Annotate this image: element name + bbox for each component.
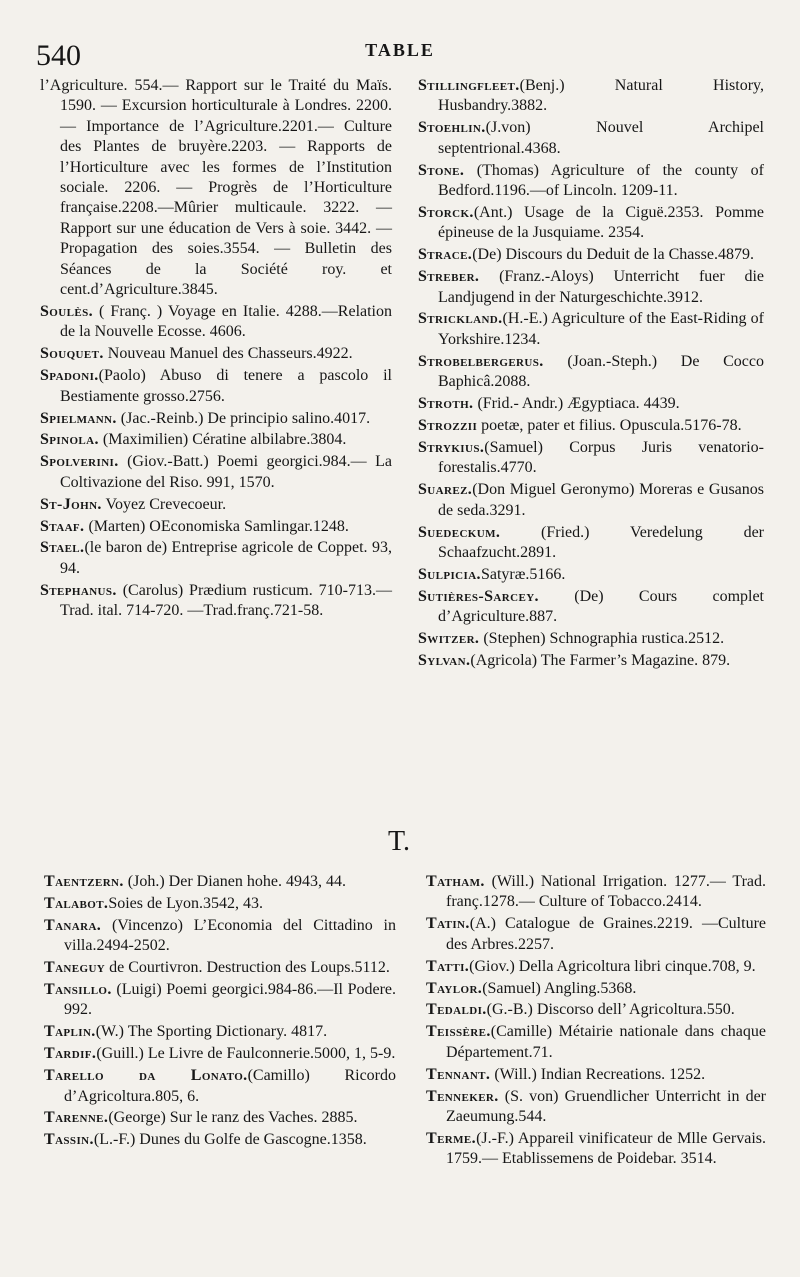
entry-text: (Don Miguel Geronymo) Moreras e Gusanos de seda.3291. [438,481,764,519]
entry-text: l’Agriculture. 554.— Rapport sur le Traité du Maïs. 1590. — Excursion horticulturale à Londres. 2200. — Importance de l’Agriculture.2201.— Culture des Plantes de bruyère.2203. — Rapports de l’Horticulture avec les formes de l’Institution sociale. 2206. — Progrès de l’Horticulture française.2208.—Mûrier multicaule. 3222. — Rapport sur une éducation de Vers à soie. 3442. — Propagation des soies.3554. — Bulletin des Séances de la Société roy. et cent.d’Agriculture.3845. [40,77,392,299]
entry-surname: Taylor. [426,979,483,997]
entry-text: (W.) The Sporting Dictionary. 4817. [95,1023,328,1041]
index-entry [44,1022,396,1042]
entry-surname: Tarenne. [44,1109,109,1127]
index-entry [40,495,392,515]
index-entry [426,1129,766,1170]
entry-surname: Suedeckum. [418,523,501,541]
entry-surname: Switzer. [418,630,480,648]
index-entry [40,517,392,537]
entry-text: Voyez Crevecoeur. [101,495,227,513]
entry-surname: Tatin. [426,915,470,933]
entry-text: (Frid.- Andr.) Ægyptiaca. 4439. [473,395,680,413]
index-entry [40,581,392,622]
entry-text: (Luigi) Poemi georgici.984-86.—Il Podere. 992. [64,981,396,1019]
entry-surname: Spielmann. [40,409,117,427]
entry-surname: Strykius. [418,438,485,456]
entry-text: (Agricola) The Farmer’s Magazine. 879. [470,651,731,669]
entry-surname: Tennant. [426,1065,491,1083]
entry-surname: Teissère. [426,1023,491,1041]
entry-surname: Taplin. [44,1023,96,1041]
entry-surname: Tatham. [426,873,485,890]
index-entry [418,651,764,671]
index-entry [426,872,766,913]
entry-text: (Joan.-Steph.) De Cocco Baphicâ.2088. [438,352,764,391]
entry-surname: Sutières-Sarcey. [418,587,539,605]
entry-text: (Stephen) Schnographia rustica.2512. [479,630,725,648]
entry-surname: Tansillo. [44,981,112,999]
entry-text: (J.von) Nouvel Archipel septentrional.4368. [438,119,764,157]
index-entry [426,979,766,999]
entry-surname: Spolverini. [40,453,119,471]
index-entry [418,161,764,202]
entry-surname: Sylvan. [418,651,471,669]
entry-text: (Will.) Indian Recreations. 1252. [490,1065,706,1083]
entry-text: (Fried.) Veredelung der Schaafzucht.2891. [438,523,764,561]
entry-text: (De) Cours complet d’Agriculture.887. [438,587,764,626]
section-letter: T. [388,826,411,857]
entry-surname: Spadoni. [40,367,99,385]
entry-text: (Franz.-Aloys) Unterricht fuer die Landjugend in der Naturgeschichte.3912. [438,268,764,306]
entry-surname: Terme. [426,1129,477,1147]
entry-text: ( Franç. ) Voyage en Italie. 4288.—Relation de la Nouvelle Ecosse. 4606. [60,302,392,341]
index-entry [40,344,392,364]
entry-text: poetæ, pater et filius. Opuscula.5176-78. [477,417,742,434]
entry-surname: Taentzern. [44,873,124,890]
entry-surname: Streber. [418,268,480,286]
entry-surname: Talabot. [44,894,109,912]
column-left-bottom [44,872,396,1152]
index-entry [44,1066,396,1107]
index-entry [40,302,392,343]
index-entry [40,366,392,407]
entry-text: de Courtivron. Destruction des Loups.5112. [105,959,390,977]
entry-text: (Vincenzo) L’Economia del Cittadino in villa.2494-2502. [64,916,396,955]
entry-surname: Strobelbergerus. [418,352,544,370]
entry-text: (Jac.-Reinb.) De principio salino.4017. [116,409,371,427]
entry-surname: Taneguy [44,959,106,977]
entry-text: (Maximilien) Cératine albilabre.3804. [98,431,347,449]
entry-surname: Soulès. [40,302,93,320]
entry-text: Nouveau Manuel des Chasseurs.4922. [103,345,353,363]
entry-surname: Tenneker. [426,1087,499,1105]
entry-text: (G.-B.) Discorso dell’ Agricoltura.550. [486,1001,735,1019]
entry-text: (le baron de) Entreprise agricole de Coppet. 93, 94. [60,539,392,577]
running-title: TABLE [365,40,435,60]
entry-surname: Strace. [418,246,473,264]
entry-text: (De) Discours du Deduit de la Chasse.4879. [472,246,754,264]
index-entry [418,629,764,649]
entry-surname: Souquet. [40,345,104,363]
entry-text: (Will.) National Irrigation. 1277.— Trad. franç.1278.— Culture of Tobacco.2414. [446,873,766,911]
entry-text: Satyræ.5166. [480,565,566,583]
entry-surname: Strickland. [418,310,503,328]
index-entry [418,394,764,414]
index-entry [426,957,766,977]
entry-surname: Storck. [418,203,474,221]
index-entry [426,1065,766,1085]
index-entry [426,1000,766,1020]
entry-surname: Tedaldi. [426,1001,487,1019]
index-entry [418,118,764,159]
entry-surname: Stoehlin. [418,119,486,137]
entry-text: (A.) Catalogue de Graines.2219. —Culture des Arbres.2257. [446,915,766,953]
entry-text: (Joh.) Der Dianen hohe. 4943, 44. [123,873,346,890]
entry-text: (Camille) Métairie nationale dans chaque Département.71. [446,1023,766,1061]
index-entry [44,1044,396,1064]
index-entry [44,1108,396,1128]
entry-surname: Stillingfleet. [418,77,520,94]
index-entry [40,76,392,300]
entry-surname: Tassin. [44,1131,94,1149]
column-right-top [418,76,764,673]
entry-surname: Stone. [418,161,465,179]
index-entry [418,587,764,628]
entry-text: (H.-E.) Agriculture of the East-Riding of Yorkshire.1234. [438,310,764,348]
index-entry [418,438,764,479]
entry-surname: Staaf. [40,517,85,535]
entry-surname: Tatti. [426,957,470,975]
entry-text: (Benj.) Natural History, Husbandry.3882. [438,77,764,115]
entry-surname: Tarello da Lonato. [44,1067,248,1085]
column-left-top [40,76,392,623]
index-entry [44,872,396,892]
entry-text: (Carolus) Prædium rusticum. 710-713.—Trad. ital. 714-720. —Trad.franç.721-58. [60,581,392,620]
entry-text: (Ant.) Usage de la Ciguë.2353. Pomme épineuse de la Jusquiame. 2354. [438,203,764,242]
index-entry [40,430,392,450]
index-entry [44,916,396,957]
index-entry [40,409,392,429]
index-entry [418,352,764,393]
entry-text: (S. von) Gruendlicher Unterricht in der Zaeumung.544. [446,1087,766,1125]
page-number: 540 [36,39,81,72]
index-entry [418,267,764,308]
index-entry [426,914,766,955]
entry-text: (J.-F.) Appareil vinificateur de Mlle Gervais. 1759.— Etablissemens de Poidebar. 3514. [446,1129,766,1168]
index-entry [426,1022,766,1063]
index-entry [426,1087,766,1128]
index-entry [44,980,396,1021]
index-entry [418,416,764,436]
index-entry [40,538,392,579]
entry-surname: Tanara. [44,916,102,934]
index-entry [44,1130,396,1150]
entry-text: (Camillo) Ricordo d’Agricoltura.805, 6. [64,1067,396,1105]
index-entry [418,523,764,564]
index-entry [418,203,764,244]
entry-text: (Samuel) Angling.5368. [482,979,637,997]
column-right-bottom [426,872,766,1171]
entry-text: (Paolo) Abuso di tenere a pascolo il Bestiamente grosso.2756. [60,367,392,405]
entry-text: Soies de Lyon.3542, 43. [108,894,263,912]
entry-text: (George) Sur le ranz des Vaches. 2885. [108,1109,358,1127]
page-header [36,36,764,76]
entry-surname: Sulpicia. [418,565,481,583]
entry-text: (L.-F.) Dunes du Golfe de Gascogne.1358. [93,1131,367,1149]
entry-surname: Stroth. [418,395,474,413]
entry-text: (Guill.) Le Livre de Faulconnerie.5000, 1, 5-9. [96,1045,396,1063]
entry-surname: Stael. [40,539,85,557]
entry-text: (Giov.) Della Agricoltura libri cinque.708, 9. [469,957,756,975]
index-entry [418,309,764,350]
index-entry [418,480,764,521]
entry-surname: Suarez. [418,481,473,499]
index-entry [40,452,392,493]
entry-surname: Stephanus. [40,581,117,599]
index-entry [418,245,764,265]
entry-surname: St-John. [40,495,102,513]
index-entry [44,958,396,978]
entry-text: (Samuel) Corpus Juris venatorio-forestalis.4770. [438,438,764,477]
index-entry [44,894,396,914]
entry-text: (Giov.-Batt.) Poemi georgici.984.— La Coltivazione del Riso. 991, 1570. [60,453,392,491]
entry-surname: Spinola. [40,431,99,449]
index-entry [418,76,764,117]
entry-surname: Strozzii [418,417,478,434]
entry-text: (Marten) OEconomiska Samlingar.1248. [84,517,349,535]
index-entry [418,565,764,585]
entry-surname: Tardif. [44,1045,97,1063]
entry-text: (Thomas) Agriculture of the county of Bedford.1196.—of Lincoln. 1209-11. [438,161,764,200]
